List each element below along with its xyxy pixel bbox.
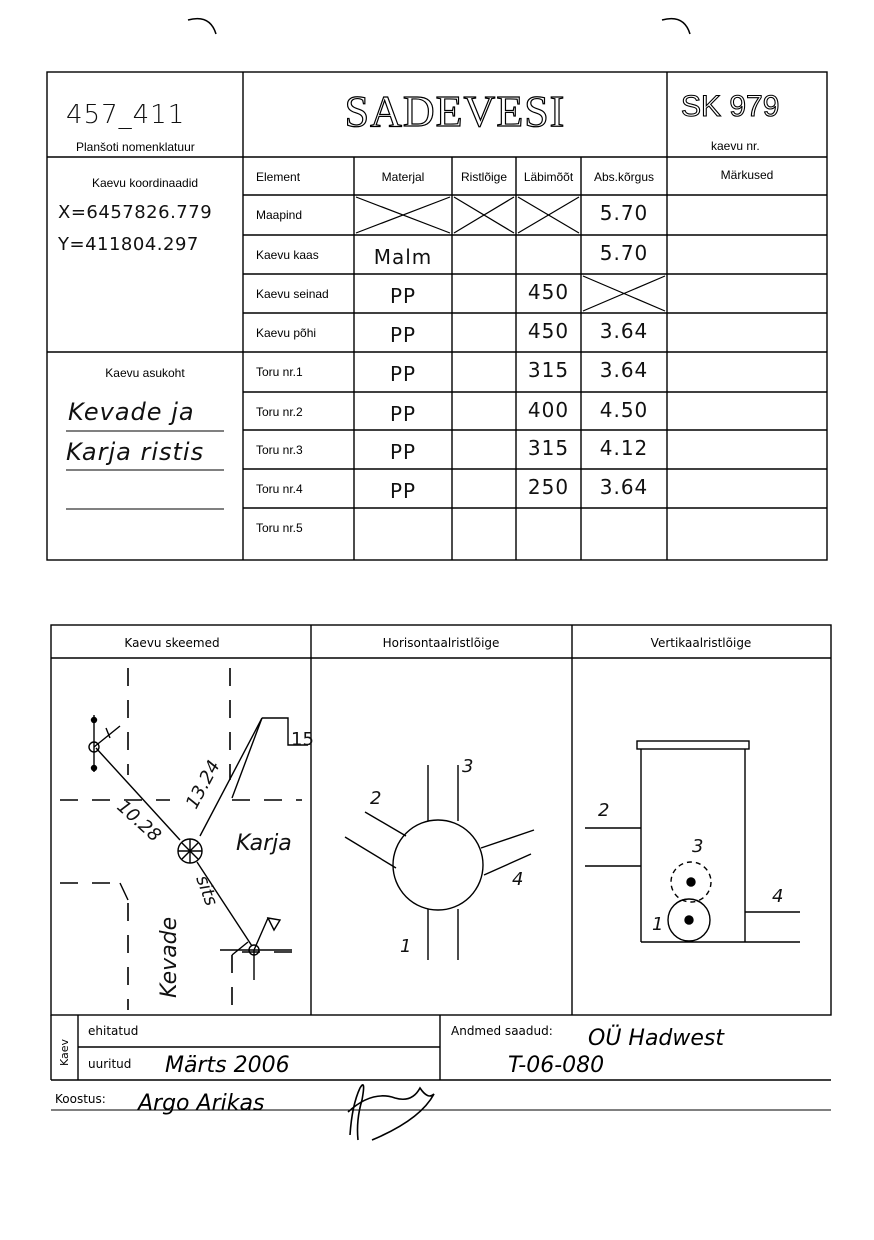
row-material-value: PP	[389, 362, 417, 386]
col-notes: Märkused	[720, 168, 774, 182]
col-material: Materjal	[381, 170, 425, 184]
h-pipe-label-2: 2	[370, 788, 382, 809]
row-material-value: PP	[389, 323, 417, 347]
col-diameter: Läbimõõt	[523, 170, 574, 184]
v-pipe-label-2: 2	[598, 800, 610, 821]
location-line-1: Kevade ja	[68, 398, 195, 426]
row-height-value: 3.64	[599, 319, 649, 343]
sheet-label: Planšoti nomenklatuur	[76, 140, 195, 154]
surveyed-value: Märts 2006	[165, 1053, 290, 1078]
street-kevade-label: Kevade	[157, 916, 182, 998]
coord-y: Y=411804.297	[58, 234, 199, 255]
col-element: Element	[256, 170, 301, 184]
v-pipe-label-1: 1	[652, 914, 664, 935]
v-pipe-label-4: 4	[772, 886, 784, 907]
well-number: SK 979	[681, 90, 780, 123]
row-element-label: Toru nr.5	[256, 521, 303, 535]
street-karja-label: Karja	[236, 831, 292, 856]
h-pipe-label-3: 3	[462, 756, 474, 777]
well-label: kaevu nr.	[711, 139, 760, 153]
row-height-value: 4.50	[599, 398, 649, 422]
data-source-code: T-06-080	[508, 1053, 605, 1078]
built-label: ehitatud	[88, 1024, 139, 1038]
h-pipe-label-1: 1	[400, 936, 412, 957]
row-diameter-value: 400	[527, 398, 570, 422]
col-cross-section: Ristlõige	[460, 170, 508, 184]
h-pipe-label-4: 4	[512, 869, 524, 890]
v-pipe-label-3: 3	[692, 836, 704, 857]
row-element-label: Toru nr.2	[256, 405, 303, 419]
row-height-value: 5.70	[599, 241, 649, 265]
coord-x: X=6457826.779	[58, 202, 213, 223]
col-abs-height: Abs.kõrgus	[593, 170, 655, 184]
compiled-label: Koostus:	[55, 1092, 106, 1106]
row-element-label: Toru nr.1	[256, 365, 303, 379]
panel-title-schemes: Kaevu skeemed	[124, 636, 220, 650]
row-material-value: PP	[389, 479, 417, 503]
panel-title-horizontal: Horisontaalristlõige	[382, 636, 500, 650]
surveyed-label: uuritud	[88, 1057, 132, 1071]
row-material-value: Malm	[373, 245, 433, 269]
footer-side-label: Kaev	[58, 1038, 71, 1066]
row-element-label: Kaevu põhi	[256, 326, 317, 340]
row-element-label: Kaevu kaas	[256, 248, 319, 262]
distance-3-label: 15	[291, 729, 314, 750]
row-material-value: PP	[389, 284, 417, 308]
row-element-label: Kaevu seinad	[256, 287, 329, 301]
row-height-value: 3.64	[599, 358, 649, 382]
row-diameter-value: 315	[527, 436, 570, 460]
row-material-value: PP	[389, 440, 417, 464]
row-element-label: Toru nr.3	[256, 443, 303, 457]
row-diameter-value: 315	[527, 358, 570, 382]
data-source-label: Andmed saadud:	[451, 1024, 553, 1038]
data-source-value: OÜ Hadwest	[588, 1026, 725, 1051]
distance-1-label: 10.28	[112, 796, 166, 847]
signature	[348, 1085, 434, 1140]
row-height-value: 3.64	[599, 475, 649, 499]
row-height-value: 4.12	[599, 436, 649, 460]
panel-title-vertical: Vertikaalristlõige	[650, 636, 752, 650]
sketch-panels	[0, 600, 874, 1240]
sheet-number: 457_411	[66, 100, 186, 130]
row-element-label: Toru nr.4	[256, 482, 303, 496]
page-title: SADEVESI	[344, 87, 566, 136]
row-element-label: Maapind	[256, 208, 303, 222]
location-label: Kaevu asukoht	[105, 366, 185, 380]
distance-2-label: 13.24	[181, 756, 225, 813]
location-line-2: Karja ristis	[66, 438, 205, 466]
coords-label: Kaevu koordinaadid	[91, 176, 199, 190]
row-material-value: PP	[389, 402, 417, 426]
compiled-value: Argo Arikas	[138, 1091, 265, 1116]
street-sits-label: sits	[191, 872, 222, 909]
row-diameter-value: 250	[527, 475, 570, 499]
row-diameter-value: 450	[527, 319, 570, 343]
row-diameter-value: 450	[527, 280, 570, 304]
row-height-value: 5.70	[599, 201, 649, 225]
